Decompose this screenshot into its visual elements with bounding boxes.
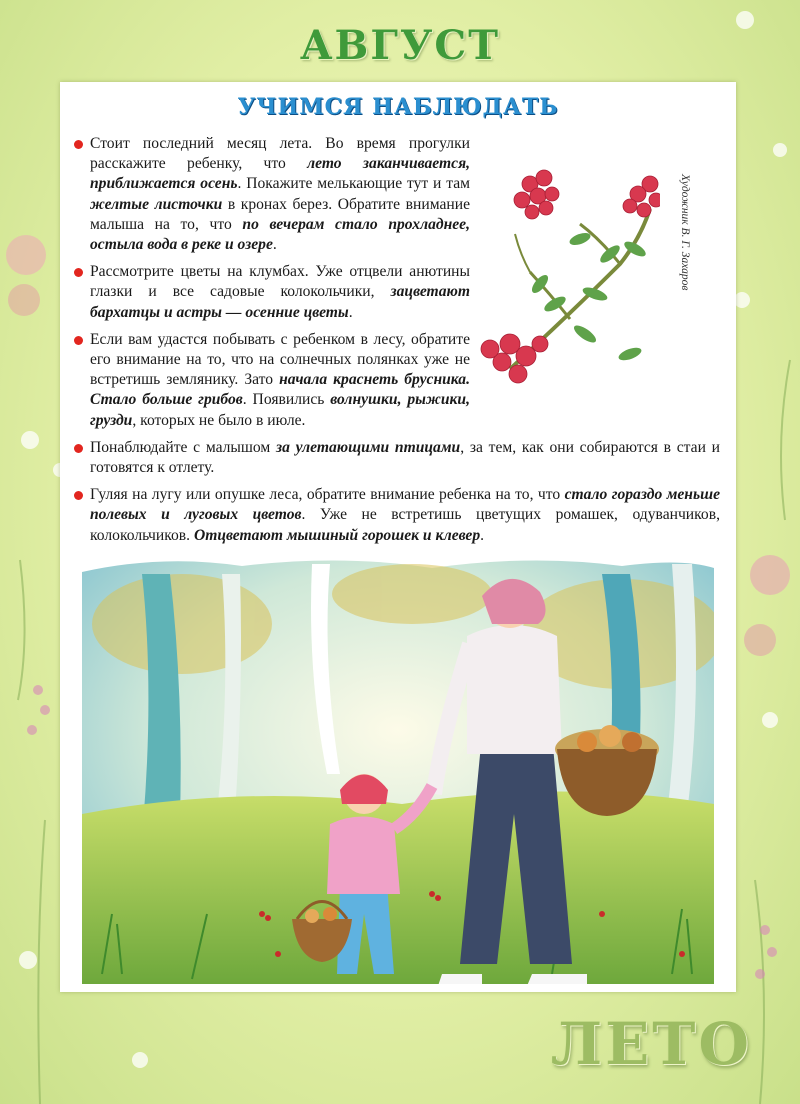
paragraph [72,134,470,255]
emphasis-text: Отцветают мышиный горошек и клевер [193,526,481,544]
artist-credit: Художник В. Г. Захаров [679,174,691,291]
body-text: Понаблюдайте с малышом [90,438,277,456]
body-text: . Появились [242,391,331,409]
paragraph [72,485,720,546]
bullet-icon [74,491,83,500]
forest-scene-illustration [82,554,714,984]
emphasis-text: начала краснеть брусника. Стало больше грибов [90,371,470,409]
bullet-icon [74,336,83,345]
body-text: Гуляя на лугу или опушке леса, обратите внимание ребенка на то, что [90,486,565,504]
section-heading: УЧИМСЯ НАБЛЮДАТЬ [237,94,559,120]
paragraph [72,438,720,478]
month-title: АВГУСТ [299,22,501,69]
body-text: . [480,526,485,544]
body-text: Стоит последний месяц лета. Во время прогулки расскажите ребенку, что [90,135,470,173]
body-text: . [272,236,277,254]
emphasis-text: желтые листочки [90,195,223,213]
emphasis-text: волнушки, рыжики, грузди [90,391,470,429]
emphasis-text: по вечерам стало прохладнее, остыла вода в реке и озере [90,215,471,254]
body-text: в кронах берез. Обратите внимание малыша на то, что [90,195,470,233]
body-text: . [348,303,353,321]
article-text [72,134,720,553]
paragraph [72,330,470,431]
body-text: , которых не было в июле. [132,411,306,429]
season-footer: ЛЕТО [550,1010,752,1078]
paragraph [72,262,470,323]
bullet-icon [74,444,83,453]
body-text: Рассмотрите цветы на клумбах. Уже отцвели анютины глазки и все садовые колокольчики, [90,263,470,301]
emphasis-text: стало гораздо меньше полевых и луговых цветов [90,486,720,524]
body-text: Если вам удастся побывать с ребенком в лесу, обратите его внимание на то, что на солнечных полянках уже не встретишь землянику. Зато [90,330,470,389]
content-panel [60,82,736,992]
body-text: , за тем, как они собираются в стаи и готовятся к отлету. [90,438,720,477]
body-text: . Покажите мелькающие тут и там [237,175,470,193]
emphasis-text: лето заканчивается, приближается осень [90,155,470,193]
body-text: . Уже не встретишь цветущих ромашек, одуванчиков, колокольчиков. [90,506,720,544]
bullet-icon [74,268,83,277]
emphasis-text: зацветают бархатцы и астры — осенние цветы [90,283,470,321]
emphasis-text: за улетающими птицами [276,438,461,456]
bullet-icon [74,140,83,149]
